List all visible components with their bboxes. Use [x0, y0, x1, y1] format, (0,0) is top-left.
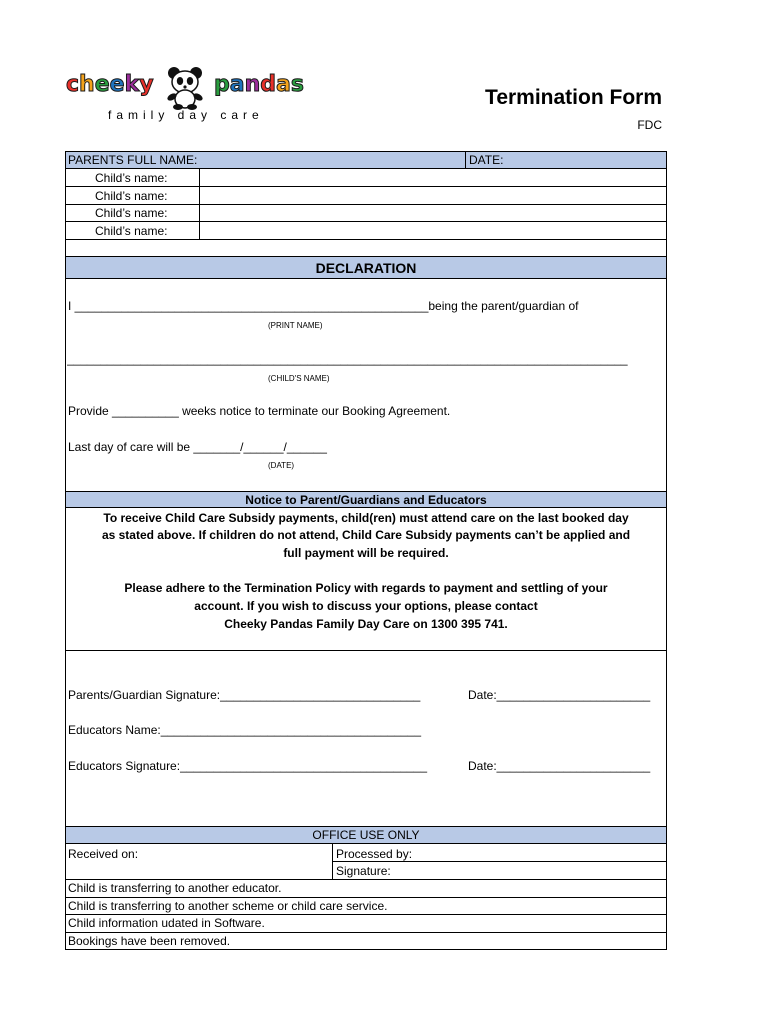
child-name-input-1[interactable] — [200, 169, 666, 186]
signature-label: Signature: — [336, 864, 391, 878]
logo-letter: s — [290, 72, 304, 97]
notice-paragraph-2-line-2: account. If you wish to discuss your options, please contact — [194, 599, 538, 613]
notice-paragraph-1-line-3: full payment will be required. — [283, 546, 449, 560]
office-item-4: Bookings have been removed. — [68, 934, 231, 948]
declaration-line-1: I _____________________________________________________being the parent/guardian of — [68, 299, 579, 313]
logo-letter: y — [139, 72, 154, 97]
logo-letter: a — [276, 72, 291, 97]
office-item-2: Child is transferring to another scheme or child care service. — [68, 899, 388, 913]
notice-heading: Notice to Parent/Guardians and Educators — [245, 493, 487, 507]
childs-name-caption: (CHILD'S NAME) — [268, 374, 330, 383]
child-name-label-3: Child’s name: — [95, 206, 168, 220]
page-title: Termination Form — [485, 86, 662, 109]
logo-wordmark — [66, 72, 154, 97]
notice-paragraph-1-line-2: as stated above. If children do not attend, Child Care Subsidy payments can’t be applied and — [101, 528, 631, 542]
date-caption: (DATE) — [268, 461, 295, 470]
child-name-input-2[interactable] — [200, 187, 666, 204]
divider — [65, 879, 667, 880]
child-name-input-4[interactable] — [200, 222, 666, 239]
child-name-label-4: Child’s name: — [95, 224, 168, 238]
logo-word-cheeky — [66, 72, 154, 97]
declaration-line-2: ____________________________________________________________________________________ — [67, 352, 628, 366]
educator-name-field[interactable]: Educators Name:_______________________________________ — [68, 723, 421, 737]
received-on-label: Received on: — [68, 847, 139, 861]
logo-letter: p — [214, 72, 230, 97]
educator-signature-field[interactable]: Educators Signature:_____________________________________ — [68, 759, 427, 773]
declaration-heading: DECLARATION — [315, 260, 417, 276]
child-name-label-2: Child’s name: — [95, 189, 168, 203]
notice-weeks-line: Provide __________ weeks notice to terminate our Booking Agreement. — [68, 404, 451, 418]
notice-paragraph-1-line-1: To receive Child Care Subsidy payments, child(ren) must attend care on the last booked day — [103, 511, 629, 525]
divider — [65, 914, 667, 915]
divider — [65, 932, 667, 933]
office-item-1: Child is transferring to another educator. — [68, 881, 282, 895]
logo-letter: h — [79, 72, 95, 97]
child-name-input-3[interactable] — [200, 205, 666, 221]
office-item-3: Child information udated in Software. — [68, 916, 265, 930]
office-use-heading: OFFICE USE ONLY — [312, 828, 420, 842]
parent-signature-field[interactable]: Parents/Guardian Signature:______________________________ — [68, 688, 421, 702]
logo-tagline: family day care — [108, 108, 264, 122]
child-name-label-1: Child’s name: — [95, 171, 168, 185]
form-code: FDC — [637, 118, 662, 132]
divider — [65, 239, 667, 240]
last-day-line: Last day of care will be _______/______/______ — [68, 440, 327, 454]
educator-date-field[interactable]: Date:_______________________ — [468, 759, 651, 773]
logo-letter: n — [244, 72, 261, 97]
parent-date-field[interactable]: Date:_______________________ — [468, 688, 651, 702]
notice-paragraph-2-line-1: Please adhere to the Termination Policy with regards to payment and settling of your — [124, 581, 608, 595]
divider — [332, 861, 667, 862]
logo-word-pandas-wrap — [214, 72, 304, 97]
logo-letter: k — [124, 72, 140, 97]
print-name-caption: (PRINT NAME) — [268, 321, 323, 330]
processed-by-label: Processed by: — [336, 847, 413, 861]
panda-logo-icon — [160, 64, 210, 110]
parents-full-name-label: PARENTS FULL NAME: — [68, 153, 198, 167]
logo-letter: e — [109, 72, 125, 97]
notice-paragraph-2-line-3: Cheeky Pandas Family Day Care on 1300 395 741. — [224, 617, 508, 631]
logo-letter: d — [260, 72, 277, 97]
logo-letter: a — [229, 72, 245, 97]
divider — [465, 151, 466, 169]
divider — [65, 897, 667, 898]
logo-letter: c — [66, 72, 80, 97]
divider — [65, 650, 667, 651]
date-label: DATE: — [469, 153, 504, 167]
logo-letter: e — [94, 72, 110, 97]
logo-word-pandas — [214, 72, 304, 97]
